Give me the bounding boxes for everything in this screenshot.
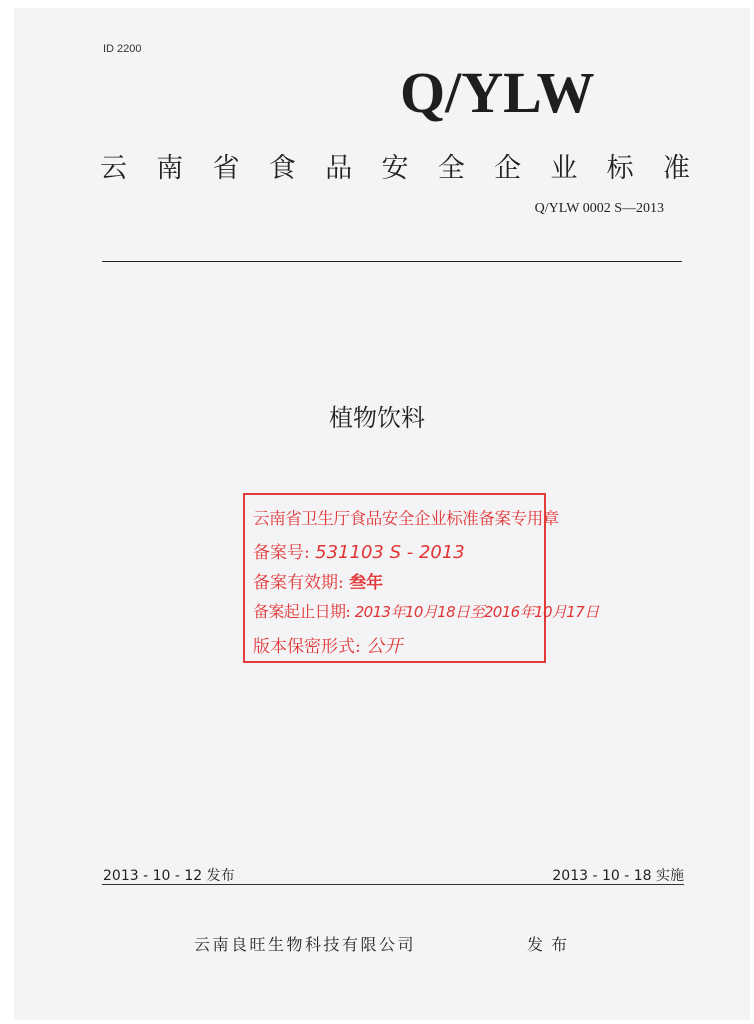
stamp-validity (253, 568, 383, 593)
stamp-period-label: 备案起止日期: (253, 602, 351, 621)
org-title-char: 省 (212, 153, 240, 184)
org-title-char: 业 (550, 153, 578, 184)
org-title-char: 食 (268, 153, 296, 184)
standard-number: Q/YLW 0002 S—2013 (534, 201, 664, 216)
org-title-char: 南 (156, 153, 184, 184)
org-title-char: 标 (606, 153, 634, 184)
org-title-char: 企 (494, 153, 522, 184)
stamp-period (253, 599, 599, 622)
publish-label: 发布 (527, 935, 576, 954)
org-title-char: 云 (100, 153, 127, 184)
header-divider (102, 261, 682, 262)
org-title-char: 准 (662, 153, 690, 184)
stamp-confidentiality (253, 632, 402, 658)
stamp-filing-number (253, 538, 465, 563)
stamp-validity-value: 叁年 (349, 573, 384, 593)
stamp-period-value: 2013年10月18日至2016年10月17日 (354, 603, 599, 621)
stamp-confidentiality-value: 公开 (366, 636, 403, 657)
release-date: 2013 - 10 - 12 发布 (103, 868, 235, 884)
document-id: ID 2200 (103, 43, 142, 55)
stamp-filing-number-label: 备案号: (253, 543, 310, 563)
footer-divider (102, 884, 684, 885)
org-title-char: 全 (437, 153, 465, 184)
org-title-char: 品 (325, 153, 353, 184)
stamp-filing-number-value: 531103 S - 2013 (315, 542, 465, 563)
stamp-heading: 云南省卫生厅食品安全企业标准备案专用章 (253, 509, 559, 528)
org-standard-title (100, 146, 690, 185)
stamp-validity-label: 备案有效期: (253, 573, 344, 593)
filing-stamp (243, 493, 599, 663)
stamp-confidentiality-label: 版本保密形式: (253, 637, 361, 657)
standard-logo: Q/YLW (400, 60, 595, 125)
effective-date: 2013 - 10 - 18 实施 (552, 868, 684, 884)
org-title-char: 安 (381, 153, 409, 184)
publisher-name: 云南良旺生物科技有限公司 (194, 935, 417, 954)
document-title: 植物饮料 (329, 404, 425, 432)
